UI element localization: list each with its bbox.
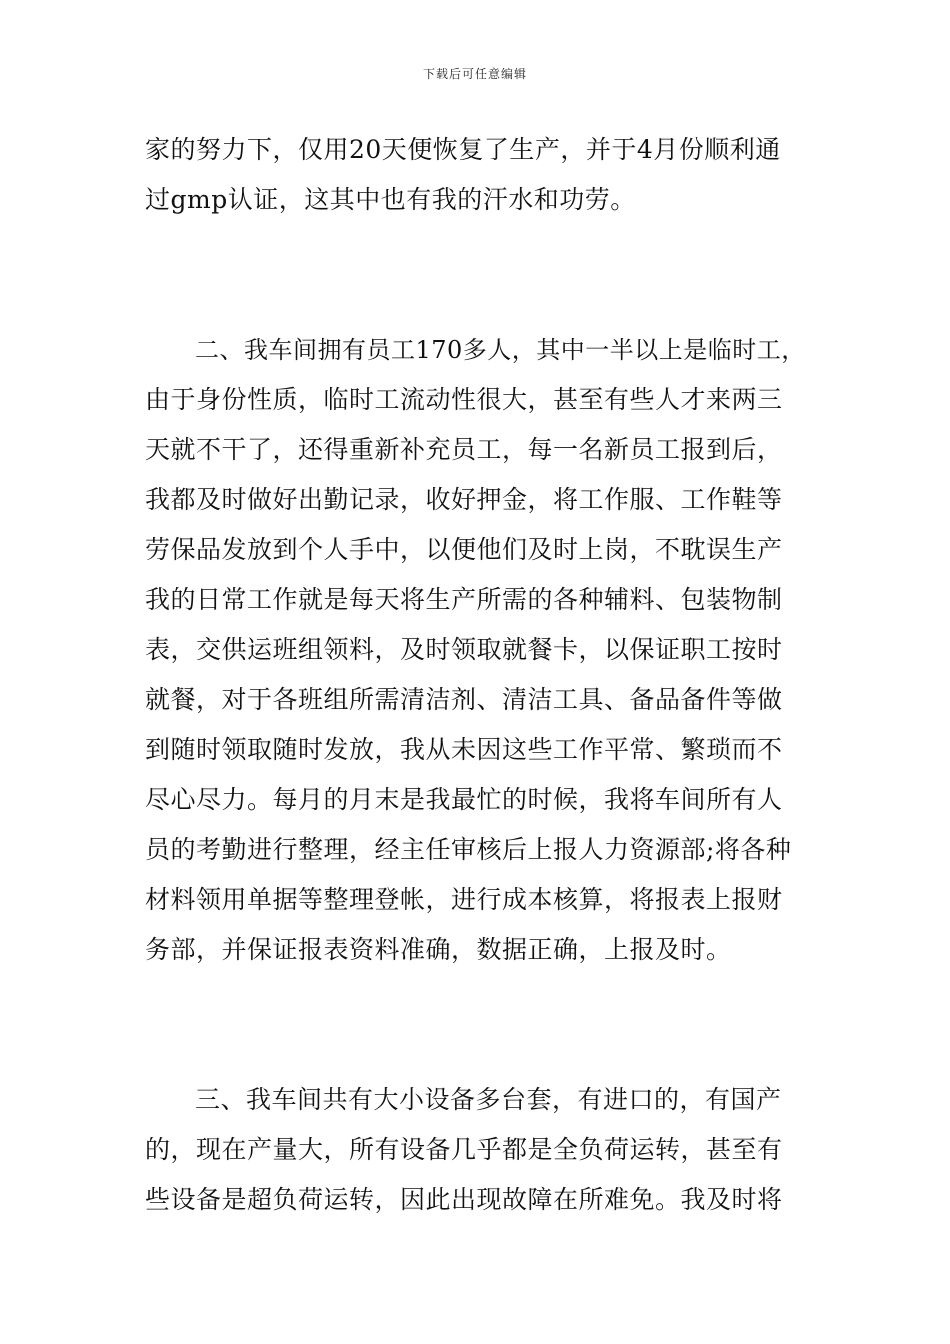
text-line: 家的努力下，仅用20天便恢复了生产，并于4月份顺利通 — [145, 135, 781, 164]
text-line: 材料领用单据等整理登帐，进行成本核算，将报表上报财 — [145, 885, 783, 914]
page-header: 下载后可任意编辑 — [422, 67, 527, 81]
text-line: 到随时领取随时发放，我从未因这些工作平常、繁琐而不 — [145, 735, 783, 764]
text-line: 员的考勤进行整理，经主任审核后上报人力资源部;将各种 — [145, 835, 792, 864]
text-line: 天就不干了，还得重新补充员工，每一名新员工报到后， — [145, 435, 783, 464]
text-line: 过gmp认证，这其中也有我的汗水和功劳。 — [145, 185, 636, 214]
text-line: 的，现在产量大，所有设备几乎都是全负荷运转，甚至有 — [145, 1135, 783, 1164]
text-line: 由于身份性质，临时工流动性很大，甚至有些人才来两三 — [145, 385, 783, 414]
text-line: 表，交供运班组领料，及时领取就餐卡，以保证职工按时 — [145, 635, 783, 664]
text-line: 劳保品发放到个人手中，以便他们及时上岗，不耽误生产 — [145, 535, 783, 564]
text-line: 尽心尽力。每月的月末是我最忙的时候，我将车间所有人 — [145, 785, 783, 814]
text-line: 我的日常工作就是每天将生产所需的各种辅料、包装物制 — [145, 585, 783, 614]
text-line: 就餐，对于各班组所需清洁剂、清洁工具、备品备件等做 — [145, 685, 783, 714]
text-line: 我都及时做好出勤记录，收好押金，将工作服、工作鞋等 — [145, 485, 783, 514]
text-line: 三、我车间共有大小设备多台套，有进口的，有国产 — [195, 1085, 782, 1114]
text-line: 务部，并保证报表资料准确，数据正确，上报及时。 — [145, 935, 732, 964]
text-line: 些设备是超负荷运转，因此出现故障在所难免。我及时将 — [145, 1185, 783, 1214]
text-line: 二、我车间拥有员工170多人，其中一半以上是临时工， — [195, 336, 806, 364]
